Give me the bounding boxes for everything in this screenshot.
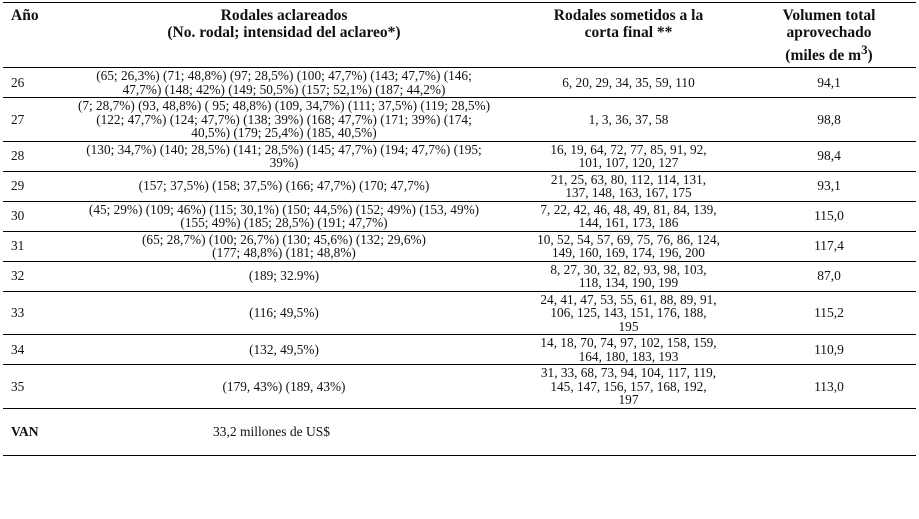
thinned-stands-cell — [53, 141, 515, 171]
final-cut-stands-line: 21, 25, 63, 80, 112, 114, 131, — [550, 171, 707, 187]
volume-cell: 98,4 — [742, 141, 916, 171]
final-cut-stands-cell — [515, 261, 742, 291]
thinned-stands-cell — [53, 171, 515, 201]
header-final-cut-stands — [515, 3, 742, 68]
header-thinned-line2: (No. rodal; intensidad del aclareo*) — [167, 24, 401, 41]
final-cut-stands-line: 137, 148, 163, 167, 175 — [565, 185, 692, 201]
final-cut-stands-line: 10, 52, 54, 57, 69, 75, 76, 86, 124, — [537, 231, 720, 247]
final-cut-stands-line: 6, 20, 29, 34, 35, 59, 110 — [562, 74, 695, 90]
header-volume-line1: Volumen total — [782, 7, 876, 24]
table-row — [3, 335, 916, 365]
table-row — [3, 98, 916, 142]
van-row — [3, 408, 916, 455]
van-value: 33,2 millones de US$ — [53, 408, 916, 455]
thinned-stands-line: (7; 28,7%) (93, 48,8%) ( 95; 48,8%) (109, 34,7%) (111; 37,5%) (119; 28,5%) — [77, 98, 491, 114]
final-cut-stands-line: 149, 160, 169, 174, 196, 200 — [552, 245, 705, 261]
thinned-stands-cell — [53, 201, 515, 231]
table-body — [3, 68, 916, 409]
table-row — [3, 365, 916, 409]
table-row — [3, 231, 916, 261]
year-cell: 30 — [3, 201, 53, 231]
header-total-volume — [742, 3, 916, 68]
thinned-stands-line: (122; 47,7%) (124; 47,7%) (138; 39%) (168; 47,7%) (171; 39%) (174; — [96, 111, 472, 127]
final-cut-stands-cell — [515, 98, 742, 142]
final-cut-stands-line: 106, 125, 143, 151, 176, 188, — [550, 305, 707, 321]
thinned-stands-cell — [53, 365, 515, 409]
thinned-stands-line: 40,5%) (179; 25,4%) (185, 40,5%) — [191, 125, 377, 141]
year-cell: 27 — [3, 98, 53, 142]
volume-cell: 93,1 — [742, 171, 916, 201]
header-volume-line2: aprovechado — [786, 24, 872, 41]
van-label: VAN — [3, 408, 53, 455]
thinned-stands-line: (65; 28,7%) (100; 26,7%) (130; 45,6%) (132; 29,6%) — [142, 231, 426, 247]
harvest-schedule-table — [3, 2, 916, 456]
table-row — [3, 201, 916, 231]
final-cut-stands-line: 31, 33, 68, 73, 94, 104, 117, 119, — [540, 365, 717, 381]
final-cut-stands-cell — [515, 201, 742, 231]
year-cell: 34 — [3, 335, 53, 365]
final-cut-stands-line: 16, 19, 64, 72, 77, 85, 91, 92, — [550, 141, 707, 157]
final-cut-stands-line: 164, 180, 183, 193 — [578, 348, 679, 364]
thinned-stands-cell — [53, 231, 515, 261]
thinned-stands-line: 39%) — [269, 155, 299, 171]
thinned-stands-cell — [53, 68, 515, 98]
header-year-label: Año — [11, 7, 39, 24]
thinned-stands-line: (65; 26,3%) (71; 48,8%) (97; 28,5%) (100; 47,7%) (143; 47,7%) (146; — [96, 68, 472, 84]
header-thinned-stands — [53, 3, 515, 68]
thinned-stands-cell — [53, 335, 515, 365]
year-cell: 33 — [3, 291, 53, 335]
thinned-stands-line: (132, 49,5%) — [249, 341, 319, 357]
final-cut-stands-cell — [515, 231, 742, 261]
final-cut-stands-line: 118, 134, 190, 199 — [578, 275, 679, 291]
thinned-stands-line: (155; 49%) (185; 28,5%) (191; 47,7%) — [180, 215, 388, 231]
year-cell: 26 — [3, 68, 53, 98]
volume-cell: 87,0 — [742, 261, 916, 291]
volume-cell: 117,4 — [742, 231, 916, 261]
thinned-stands-cell — [53, 261, 515, 291]
final-cut-stands-cell — [515, 141, 742, 171]
table-row — [3, 141, 916, 171]
table-header — [3, 3, 916, 68]
volume-cell: 110,9 — [742, 335, 916, 365]
header-year — [3, 3, 53, 68]
header-volume-unit: (miles de m — [785, 47, 862, 65]
thinned-stands-line: (130; 34,7%) (140; 28,5%) (141; 28,5%) (145; 47,7%) (194; 47,7%) (195; — [86, 141, 482, 157]
final-cut-stands-line: 7, 22, 42, 46, 48, 49, 81, 84, 139, — [540, 201, 717, 217]
header-final-line1: Rodales sometidos a la — [553, 7, 704, 24]
volume-cell: 94,1 — [742, 68, 916, 98]
volume-cell: 113,0 — [742, 365, 916, 409]
volume-cell: 115,0 — [742, 201, 916, 231]
header-thinned-line1: Rodales aclareados — [220, 7, 348, 24]
final-cut-stands-line: 145, 147, 156, 157, 168, 192, — [550, 378, 707, 394]
thinned-stands-line: (116; 49,5%) — [249, 305, 319, 321]
table-row — [3, 171, 916, 201]
year-cell: 35 — [3, 365, 53, 409]
final-cut-stands-cell — [515, 68, 742, 98]
thinned-stands-line: 47,7%) (148; 42%) (149; 50,5%) (157; 52,1%) (187; 44,2%) — [122, 81, 446, 97]
volume-cell: 98,8 — [742, 98, 916, 142]
final-cut-stands-cell — [515, 335, 742, 365]
year-cell: 29 — [3, 171, 53, 201]
header-volume-superscript: 3 — [861, 42, 868, 57]
final-cut-stands-line: 1, 3, 36, 37, 58 — [588, 111, 669, 127]
final-cut-stands-cell — [515, 365, 742, 409]
final-cut-stands-cell — [515, 171, 742, 201]
final-cut-stands-line: 8, 27, 30, 32, 82, 93, 98, 103, — [550, 261, 707, 277]
year-cell: 32 — [3, 261, 53, 291]
volume-cell: 115,2 — [742, 291, 916, 335]
thinned-stands-cell — [53, 291, 515, 335]
thinned-stands-line: (177; 48,8%) (181; 48,8%) — [212, 245, 356, 261]
header-volume-unit-close: ) — [867, 47, 873, 65]
final-cut-stands-line: 195 — [618, 318, 639, 334]
thinned-stands-line: (157; 37,5%) (158; 37,5%) (166; 47,7%) (170; 47,7%) — [138, 178, 430, 194]
table-row — [3, 261, 916, 291]
final-cut-stands-line: 101, 107, 120, 127 — [578, 155, 679, 171]
header-final-line2: corta final ** — [584, 24, 673, 41]
year-cell: 28 — [3, 141, 53, 171]
final-cut-stands-cell — [515, 291, 742, 335]
final-cut-stands-line: 197 — [618, 392, 639, 408]
year-cell: 31 — [3, 231, 53, 261]
table-row — [3, 68, 916, 98]
thinned-stands-line: (179, 43%) (189, 43%) — [222, 378, 346, 394]
thinned-stands-cell — [53, 98, 515, 142]
final-cut-stands-line: 24, 41, 47, 53, 55, 61, 88, 89, 91, — [540, 291, 717, 307]
thinned-stands-line: (45; 29%) (109; 46%) (115; 30,1%) (150; 44,5%) (152; 49%) (153, 49%) — [88, 201, 480, 217]
table-row — [3, 291, 916, 335]
final-cut-stands-line: 144, 161, 173, 186 — [578, 215, 679, 231]
thinned-stands-line: (189; 32.9%) — [248, 268, 320, 284]
final-cut-stands-line: 14, 18, 70, 74, 97, 102, 158, 159, — [540, 335, 717, 351]
header-volume-line3 — [746, 41, 912, 64]
